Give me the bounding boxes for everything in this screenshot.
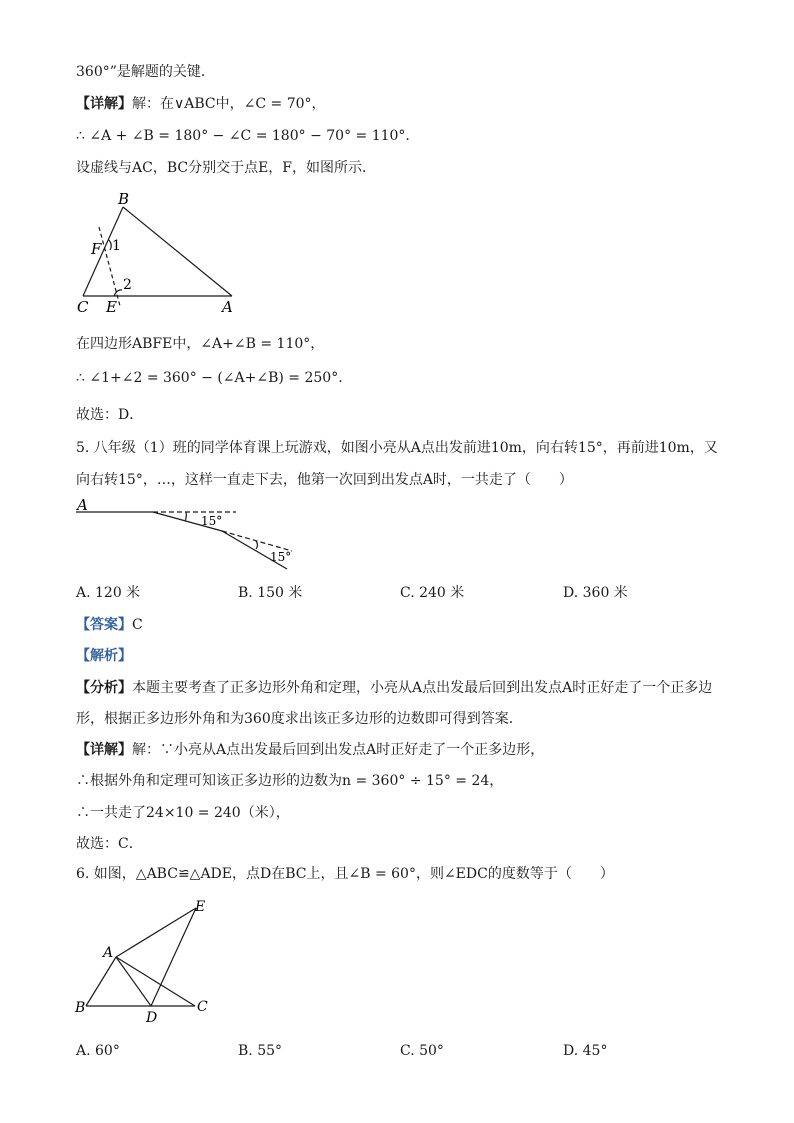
answer-value: C (132, 617, 143, 633)
text-line: 形，根据正多边形外角和为360度求出该正多边形的边数即可得到答案． (76, 711, 523, 727)
text-line: 设虚线与AC，BC分别交于点E，F，如图所示． (76, 160, 377, 176)
option-c: C. 240 米 (400, 585, 465, 601)
option-a: A. 60° (76, 1043, 120, 1059)
text-line: 360°”是解题的关键． (76, 64, 215, 80)
text-line: 故选：C． (76, 836, 143, 852)
option-a: A. 120 米 (76, 585, 141, 601)
label-e: E (106, 298, 117, 316)
text-line (76, 740, 544, 760)
text-content: 解：∵小亮从A点出发最后回到出发点A时正好走了一个正多边形， (132, 742, 545, 758)
question-6: 6. 如图，△ABC≌△ADE，点D在BC上，且∠B = 60°，则∠EDC的度数等于（ ） (76, 866, 614, 882)
analysis-tag: 【解析】 (76, 648, 132, 664)
label-d: D (146, 1010, 158, 1026)
label-angle-2: 2 (123, 277, 132, 293)
text-line: 故选：D． (76, 407, 144, 423)
option-d: D. 360 米 (563, 585, 628, 601)
question-5-line2: 向右转15°，…，这样一直走下去，他第一次回到出发点A时，一共走了（ ） (76, 472, 573, 488)
text-line (76, 678, 712, 698)
answer-tag: 【答案】 (76, 617, 132, 633)
label-e: E (195, 899, 206, 915)
section-tag: 【详解】 (76, 742, 132, 758)
label-c: C (77, 298, 89, 316)
text-line: ∴一共走了24×10 = 240（米）， (76, 805, 290, 821)
section-tag: 【详解】 (76, 96, 132, 112)
section-tag: 【分析】 (76, 680, 132, 696)
label-start-a: A (77, 496, 88, 514)
option-b: B. 55° (238, 1043, 283, 1059)
label-angle-15-first: 15° (201, 514, 223, 528)
label-c: C (197, 999, 208, 1015)
text-line: ∴根据外角和定理可知该正多边形的边数为n = 360° ÷ 15° = 24， (76, 773, 504, 789)
label-b: B (118, 190, 130, 208)
text-content: 解：在∨ABC中，∠C = 70°， (132, 96, 326, 112)
text-line: ∴ ∠1+∠2 = 360° − (∠A+∠B) = 250°. (76, 370, 343, 386)
option-b: B. 150 米 (238, 585, 303, 601)
analysis-header (76, 646, 132, 666)
label-angle-15-second: 15° (270, 550, 292, 564)
option-c: C. 50° (400, 1043, 444, 1059)
text-line: ∴ ∠A + ∠B = 180° − ∠C = 180° − 70° = 110°. (76, 128, 410, 144)
text-content: 本题主要考查了正多边形外角和定理，小亮从A点出发最后回到出发点A时正好走了一个正多边 (132, 680, 713, 696)
answer-line (76, 615, 143, 635)
text-line (76, 94, 326, 114)
label-f: F (91, 240, 102, 258)
text-line: 在四边形ABFE中，∠A+∠B = 110°， (76, 336, 325, 352)
option-d: D. 45° (563, 1043, 608, 1059)
label-a: A (103, 945, 114, 961)
question-5-line1: 5. 八年级（1）班的同学体育课上玩游戏，如图小亮从A点出发前进10m，向右转15°，再前进10m，又 (76, 440, 718, 456)
label-a: A (222, 298, 233, 316)
label-angle-1: 1 (112, 238, 121, 254)
label-b: B (75, 1000, 86, 1016)
